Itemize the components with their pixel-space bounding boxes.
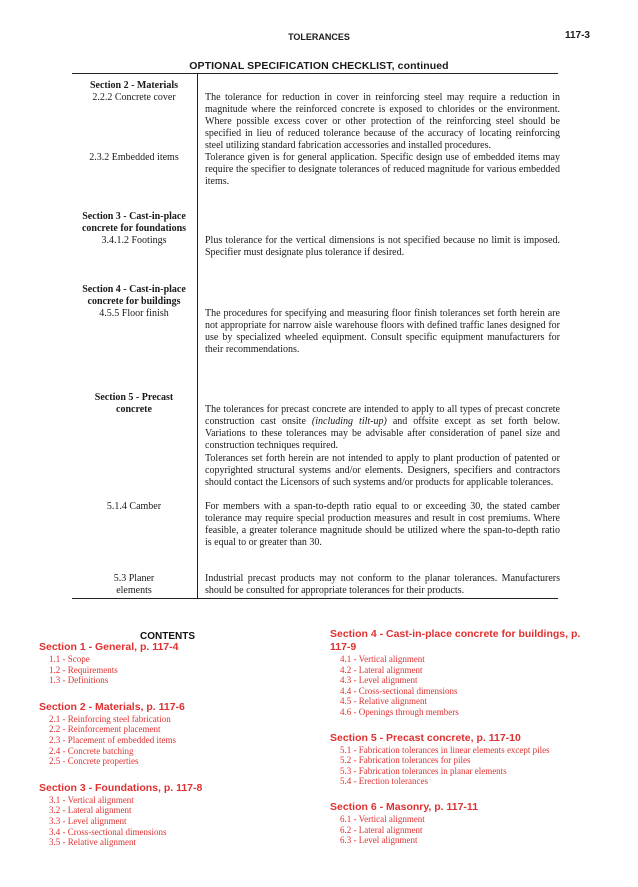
section-2-label-cell — [74, 80, 194, 104]
toc-group — [39, 641, 309, 686]
toc-group — [39, 701, 309, 767]
item-2-2-2-label: 2.2.2 Concrete cover — [92, 92, 176, 103]
section-5-intro-text — [205, 404, 560, 452]
toc-subsection-link[interactable]: 1.1 - Scope — [49, 654, 90, 664]
toc-subsection-link[interactable]: 1.2 - Requirements — [49, 664, 118, 675]
toc-group — [330, 801, 600, 846]
toc-subsection-link[interactable]: 6.2 - Lateral alignment — [340, 824, 423, 835]
section-4-heading-line1: Section 4 - Cast-in-place — [82, 284, 186, 295]
section-4-label-cell — [74, 284, 194, 320]
section-5-intro-text-italic: (including tilt-up) — [311, 416, 387, 428]
toc-group — [330, 628, 600, 718]
section-5-licensors-text: Tolerances set forth herein are not intended to apply to plant production of patented or copyrighted structural systems and/or elements. Designers, specifiers and contractors should contact the Licensors of such systems and/or products for applicable tolerances. — [205, 453, 560, 489]
item-5-3-text: Industrial precast products may not conform to the planar tolerances. Manufacturers should be consulted for appropriate tolerances for their products. — [205, 573, 560, 597]
toc-section-link[interactable]: Section 1 - General, p. 117-4 — [39, 641, 179, 653]
toc-subsection-link[interactable]: 6.3 - Level alignment — [340, 835, 418, 846]
section-3-label-cell — [74, 211, 194, 247]
section-4-heading-line2: concrete for buildings — [87, 296, 181, 307]
item-5-3-label-line2: elements — [116, 585, 152, 596]
toc-subsection-link[interactable]: 2.5 - Concrete properties — [49, 756, 139, 767]
toc-subsection-link[interactable]: 4.5 - Relative alignment — [340, 696, 427, 707]
toc-section-link[interactable]: Section 3 - Foundations, p. 117-8 — [39, 781, 203, 794]
toc-subsection-link[interactable]: 1.3 - Definitions — [49, 675, 109, 686]
section-3-heading-line2: concrete for foundations — [81, 223, 187, 234]
toc-subsection-link[interactable]: 4.1 - Vertical alignment — [340, 654, 425, 664]
toc-subsection-link[interactable]: 4.3 - Level alignment — [340, 675, 418, 686]
contents-left-column — [39, 641, 309, 848]
contents-right-column — [330, 628, 600, 846]
item-5-3-label-cell — [74, 573, 194, 597]
toc-subsection-link[interactable]: 5.3 - Fabrication tolerances in planar elements — [340, 765, 507, 776]
item-2-3-2-text: Tolerance given is for general application. Specific design use of embedded items may require the specifier to designate tolerances of reduced magnitude for various embedded items. — [205, 152, 560, 188]
table-bottom-rule — [72, 598, 558, 599]
section-5-intro-text-a: The tolerances for precast concrete are intended to apply to all types of precast concrete construction cast onsite — [205, 404, 560, 428]
item-3-4-1-2-text: Plus tolerance for the vertical dimensions is not specified because no limit is imposed. Specifier must designate plus tolerance if desired. — [205, 235, 560, 259]
section-3-heading-line1: Section 3 - Cast-in-place — [82, 211, 186, 222]
toc-section-link[interactable]: Section 4 - Cast-in-place concrete for buildings, p. 117-9 — [330, 628, 581, 653]
item-4-5-5-text: The procedures for specifying and measuring floor finish tolerances set forth herein are not appropriate for narrow aisle warehouse floors with defined traffic lanes designed for use by specialized wheeled equipment. Consult specific equipment manufacturers for their recommendations. — [205, 308, 560, 356]
toc-subsection-link[interactable]: 3.1 - Vertical alignment — [49, 794, 134, 805]
toc-section-link[interactable]: Section 6 - Masonry, p. 117-11 — [330, 800, 479, 813]
toc-group — [330, 732, 600, 787]
toc-subsection-link[interactable]: 6.1 - Vertical alignment — [340, 813, 425, 824]
item-3-4-1-2-label: 3.4.1.2 Footings — [101, 235, 167, 246]
toc-section-link[interactable]: Section 2 - Materials, p. 117-6 — [39, 700, 185, 713]
section-5-intro-text-b: and offsite except as set forth below. Variations to these tolerances may be advisable after consideration of panel size and construction techniques required. — [205, 416, 560, 452]
toc-subsection-link[interactable]: 3.4 - Cross-sectional dimensions — [49, 826, 167, 837]
item-4-5-5-label: 4.5.5 Floor finish — [99, 308, 169, 319]
section-5-label-cell — [74, 392, 194, 416]
table-top-rule — [72, 73, 558, 74]
toc-subsection-link[interactable]: 2.2 - Reinforcement placement — [49, 724, 161, 735]
toc-subsection-link[interactable]: 5.4 - Erection tolerances — [340, 776, 428, 787]
toc-subsection-link[interactable]: 3.2 - Lateral alignment — [49, 805, 132, 816]
toc-subsection-link[interactable]: 3.3 - Level alignment — [49, 815, 127, 826]
toc-subsection-link[interactable]: 5.1 - Fabrication tolerances in linear elements except piles — [340, 744, 550, 755]
section-5-heading-line1: Section 5 - Precast — [94, 392, 174, 403]
item-5-1-4-text: For members with a span-to-depth ratio equal to or exceeding 30, the stated camber tolerance may require special production measures and result in cost premiums. Where feasible, a greater tolerance magnitude should be utilized where the span-to-depth ratio is equal to or greater than 30. — [205, 501, 560, 549]
item-5-3-label-line1: 5.3 Planer — [113, 573, 155, 584]
toc-subsection-link[interactable]: 3.5 - Relative alignment — [49, 837, 136, 848]
section-2-heading: Section 2 - Materials — [89, 80, 179, 91]
toc-subsection-link[interactable]: 4.4 - Cross-sectional dimensions — [340, 685, 458, 696]
item-2-3-2-label: 2.3.2 Embedded items — [89, 152, 179, 163]
page-number: 117-3 — [564, 30, 590, 41]
toc-subsection-link[interactable]: 4.2 - Lateral alignment — [340, 664, 423, 675]
item-2-2-2-text: The tolerance for reduction in cover in reinforcing steel may require a reduction in magnitude where the reinforced concrete is exposed to chlorides or the environment. Where possible excess cover or other protection of the reinforcing steel should be specified in lieu of reduced tolerance because of the accuracy of locating reinforcing steel utilizing standard fabrication accessories and installed procedures. — [205, 92, 560, 152]
contents-title: CONTENTS — [140, 631, 195, 642]
table-column-divider — [197, 73, 198, 598]
toc-subsection-link[interactable]: 2.1 - Reinforcing steel fabrication — [49, 713, 171, 724]
toc-subsection-link[interactable]: 4.6 - Openings through members — [340, 706, 459, 717]
toc-group — [39, 782, 309, 848]
checklist-title: OPTIONAL SPECIFICATION CHECKLIST, continued — [189, 60, 449, 72]
toc-subsection-link[interactable]: 5.2 - Fabrication tolerances for piles — [340, 755, 471, 766]
running-header-title: TOLERANCES — [288, 32, 350, 42]
toc-section-link[interactable]: Section 5 - Precast concrete, p. 117-10 — [330, 731, 521, 744]
section-5-heading-line2: concrete — [116, 404, 152, 415]
toc-subsection-link[interactable]: 2.3 - Placement of embedded items — [49, 734, 176, 745]
item-5-1-4-label: 5.1.4 Camber — [106, 501, 162, 512]
toc-subsection-link[interactable]: 2.4 - Concrete batching — [49, 745, 134, 756]
